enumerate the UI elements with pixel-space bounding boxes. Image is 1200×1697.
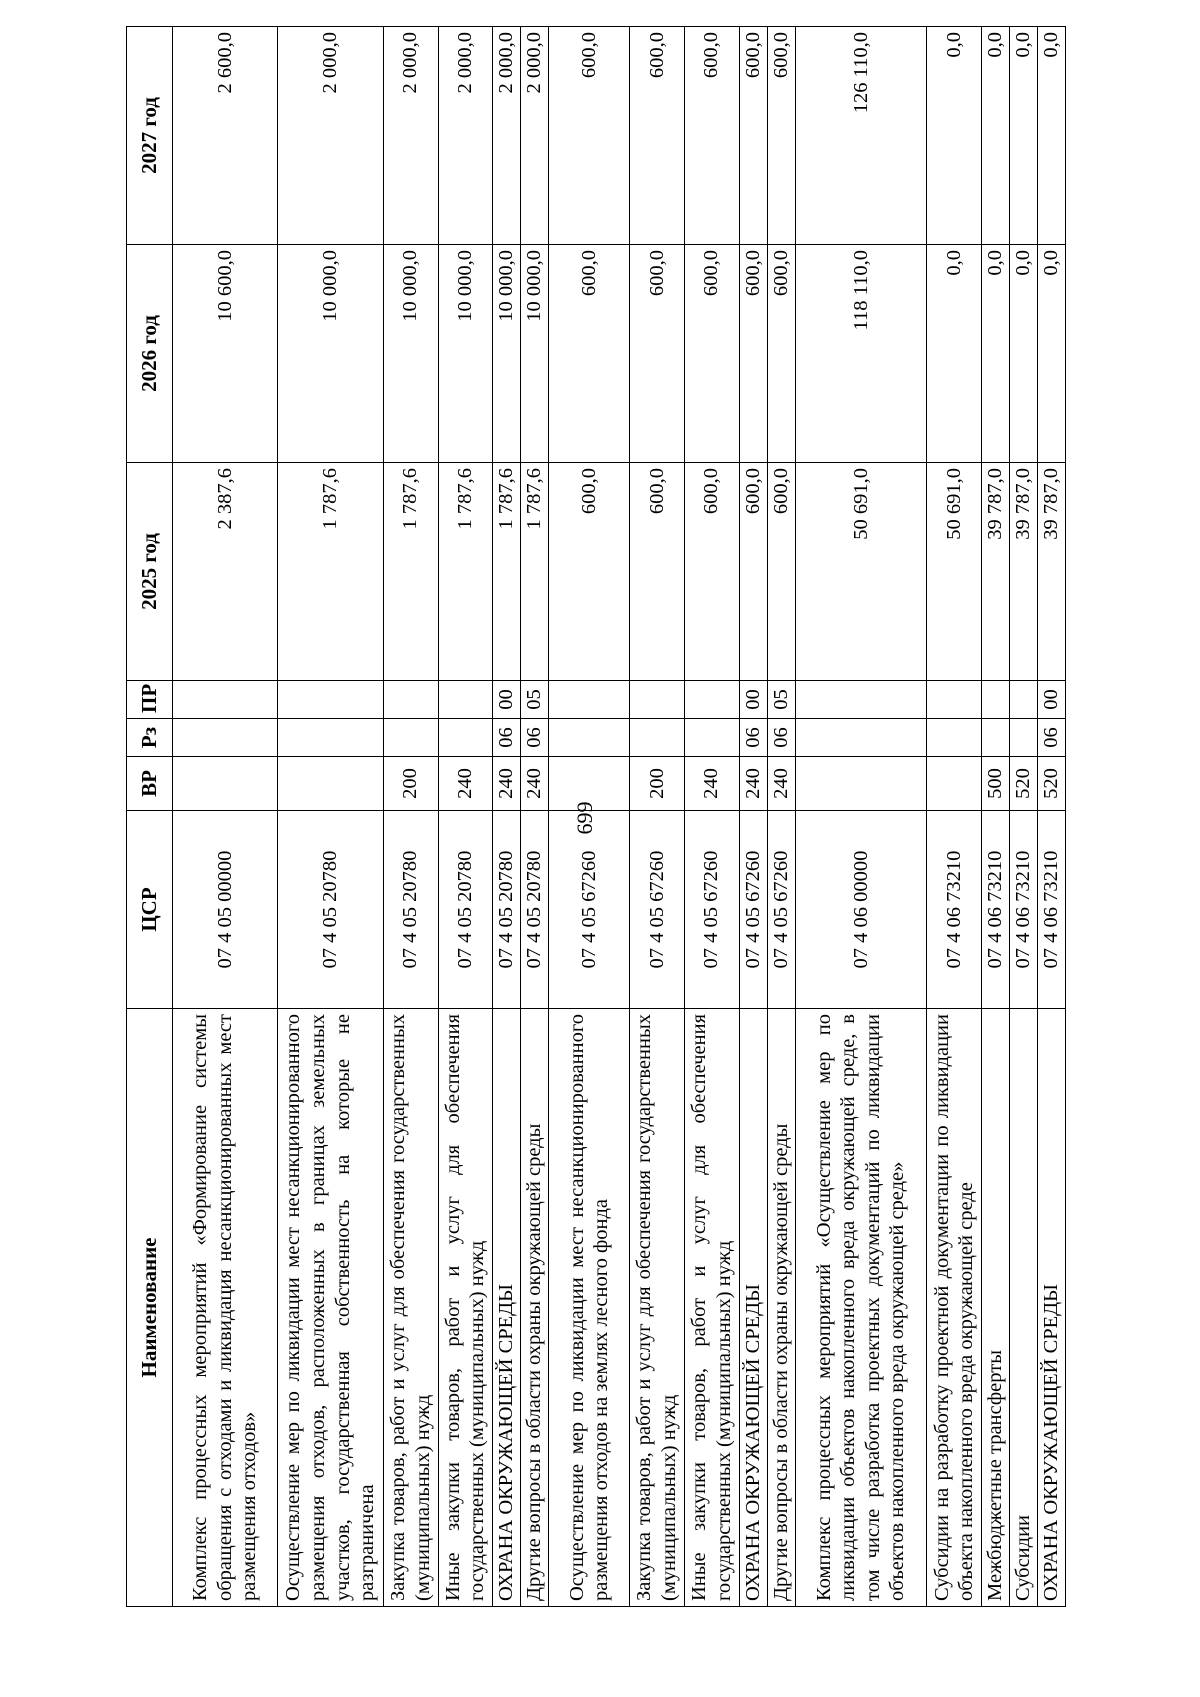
row-name: Другие вопросы в области охраны окружающей среды <box>767 1009 795 1607</box>
row-2026: 0,0 <box>927 245 982 463</box>
row-name: Осуществление мер по ликвидации мест несанкционированного размещения отходов, расположенных в границах земельных участков, государственная собственность на которые не разграничена <box>278 1009 383 1607</box>
row-2025: 39 787,0 <box>1037 463 1065 681</box>
row-2025: 1 787,6 <box>383 463 438 681</box>
row-2027: 600,0 <box>739 27 767 245</box>
row-2026: 600,0 <box>630 245 685 463</box>
row-rz <box>630 719 685 757</box>
row-vr: 520 <box>1009 757 1037 811</box>
header-vr: ВР <box>127 757 173 811</box>
row-vr: 240 <box>739 757 767 811</box>
header-pr: ПР <box>127 681 173 719</box>
row-pr: 05 <box>521 681 549 719</box>
rotated-table-container <box>126 27 1066 1607</box>
row-2027: 0,0 <box>1037 27 1065 245</box>
row-vr <box>927 757 982 811</box>
row-2025: 2 387,6 <box>173 463 278 681</box>
row-csr: 07 4 05 67260 <box>739 811 767 1009</box>
row-csr: 07 4 05 20780 <box>278 811 383 1009</box>
row-name: Комплекс процессных мероприятий «Формирование системы обращения с отходами и ликвидация несанкционированных мест размещения отходов» <box>173 1009 278 1607</box>
row-pr: 00 <box>1037 681 1065 719</box>
row-csr: 07 4 06 00000 <box>795 811 927 1009</box>
header-2025: 2025 год <box>127 463 173 681</box>
row-rz: 06 <box>1037 719 1065 757</box>
row-csr: 07 4 05 20780 <box>438 811 493 1009</box>
table-row <box>630 27 685 1607</box>
row-2025: 39 787,0 <box>981 463 1009 681</box>
row-rz <box>981 719 1009 757</box>
row-vr: 240 <box>438 757 493 811</box>
row-2027: 0,0 <box>981 27 1009 245</box>
row-pr: 00 <box>739 681 767 719</box>
row-2025: 600,0 <box>739 463 767 681</box>
row-vr: 200 <box>630 757 685 811</box>
row-2025: 39 787,0 <box>1009 463 1037 681</box>
row-2025: 50 691,0 <box>927 463 982 681</box>
row-2026: 0,0 <box>1037 245 1065 463</box>
row-2026: 10 000,0 <box>383 245 438 463</box>
row-name: Осуществление мер по ликвидации мест несанкционированного размещения отходов на землях лесного фонда <box>549 1009 630 1607</box>
row-name: Комплекс процессных мероприятий «Осуществление мер по ликвидации объектов накопленного вреда окружающей среде, в том числе разработка проектных документаций по ликвидации объектов накопленного вреда окружающей среде» <box>795 1009 927 1607</box>
table-row <box>795 27 927 1607</box>
row-pr <box>438 681 493 719</box>
row-vr: 500 <box>981 757 1009 811</box>
row-rz: 06 <box>739 719 767 757</box>
row-2025: 600,0 <box>684 463 739 681</box>
row-2026: 600,0 <box>739 245 767 463</box>
row-pr <box>1009 681 1037 719</box>
row-name: ОХРАНА ОКРУЖАЮЩЕЙ СРЕДЫ <box>493 1009 521 1607</box>
row-2027: 0,0 <box>927 27 982 245</box>
row-name: Закупка товаров, работ и услуг для обеспечения государственных (муниципальных) нужд <box>383 1009 438 1607</box>
row-pr <box>173 681 278 719</box>
table-row <box>684 27 739 1607</box>
header-name: Наименование <box>127 1009 173 1607</box>
row-rz <box>549 719 630 757</box>
row-2027: 2 000,0 <box>493 27 521 245</box>
row-2027: 126 110,0 <box>795 27 927 245</box>
table-row <box>438 27 493 1607</box>
row-name: Иные закупки товаров, работ и услуг для обеспечения государственных (муниципальных) нужд <box>684 1009 739 1607</box>
table-row <box>383 27 438 1607</box>
row-2025: 1 787,6 <box>521 463 549 681</box>
row-vr: 240 <box>521 757 549 811</box>
row-csr: 07 4 05 20780 <box>493 811 521 1009</box>
table-row <box>521 27 549 1607</box>
page-number: 699 <box>572 801 597 835</box>
budget-table <box>126 26 1066 1607</box>
row-2026: 600,0 <box>767 245 795 463</box>
row-pr <box>795 681 927 719</box>
row-rz: 06 <box>493 719 521 757</box>
row-csr: 07 4 05 20780 <box>383 811 438 1009</box>
row-2026: 10 000,0 <box>278 245 383 463</box>
row-csr: 07 4 06 73210 <box>1009 811 1037 1009</box>
row-vr: 200 <box>383 757 438 811</box>
row-rz <box>278 719 383 757</box>
row-2026: 10 000,0 <box>438 245 493 463</box>
header-2027: 2027 год <box>127 27 173 245</box>
row-rz <box>1009 719 1037 757</box>
row-name: Субсидии <box>1009 1009 1037 1607</box>
row-rz <box>383 719 438 757</box>
row-2027: 600,0 <box>549 27 630 245</box>
row-2026: 10 000,0 <box>521 245 549 463</box>
row-2025: 1 787,6 <box>278 463 383 681</box>
row-2027: 2 600,0 <box>173 27 278 245</box>
row-2026: 10 600,0 <box>173 245 278 463</box>
row-csr: 07 4 05 67260 <box>684 811 739 1009</box>
row-2025: 600,0 <box>630 463 685 681</box>
row-2027: 0,0 <box>1009 27 1037 245</box>
row-name: Межбюджетные трансферты <box>981 1009 1009 1607</box>
row-2025: 600,0 <box>549 463 630 681</box>
row-2026: 600,0 <box>549 245 630 463</box>
row-name: Иные закупки товаров, работ и услуг для обеспечения государственных (муниципальных) нужд <box>438 1009 493 1607</box>
row-2026: 600,0 <box>684 245 739 463</box>
row-vr <box>549 757 630 811</box>
header-2026: 2026 год <box>127 245 173 463</box>
row-pr <box>383 681 438 719</box>
row-2027: 2 000,0 <box>383 27 438 245</box>
row-rz <box>795 719 927 757</box>
table-row <box>278 27 383 1607</box>
row-csr: 07 4 05 67260 <box>630 811 685 1009</box>
row-2025: 1 787,6 <box>438 463 493 681</box>
row-vr: 520 <box>1037 757 1065 811</box>
row-2025: 1 787,6 <box>493 463 521 681</box>
row-2025: 600,0 <box>767 463 795 681</box>
row-vr: 240 <box>767 757 795 811</box>
row-pr <box>981 681 1009 719</box>
table-header-row <box>127 27 173 1607</box>
table-row <box>767 27 795 1607</box>
row-pr: 00 <box>493 681 521 719</box>
row-2025: 50 691,0 <box>795 463 927 681</box>
row-rz: 06 <box>767 719 795 757</box>
row-rz: 06 <box>521 719 549 757</box>
row-csr: 07 4 06 73210 <box>981 811 1009 1009</box>
row-pr <box>927 681 982 719</box>
row-csr: 07 4 06 73210 <box>927 811 982 1009</box>
table-row <box>549 27 630 1607</box>
row-2026: 0,0 <box>1009 245 1037 463</box>
row-2027: 600,0 <box>767 27 795 245</box>
row-vr <box>795 757 927 811</box>
row-csr: 07 4 06 73210 <box>1037 811 1065 1009</box>
row-rz <box>927 719 982 757</box>
row-rz <box>438 719 493 757</box>
row-2026: 0,0 <box>981 245 1009 463</box>
table-row <box>493 27 521 1607</box>
row-2027: 600,0 <box>684 27 739 245</box>
row-csr: 07 4 05 00000 <box>173 811 278 1009</box>
row-2026: 118 110,0 <box>795 245 927 463</box>
table-row <box>927 27 982 1607</box>
table-row <box>173 27 278 1607</box>
table-row <box>1037 27 1065 1607</box>
row-2027: 600,0 <box>630 27 685 245</box>
row-csr: 07 4 05 67260 <box>549 811 630 1009</box>
header-csr: ЦСР <box>127 811 173 1009</box>
row-name: Другие вопросы в области охраны окружающей среды <box>521 1009 549 1607</box>
row-2027: 2 000,0 <box>278 27 383 245</box>
row-name: Субсидии на разработку проектной документации по ликвидации объекта накопленного вреда окружающей среде <box>927 1009 982 1607</box>
row-name: ОХРАНА ОКРУЖАЮЩЕЙ СРЕДЫ <box>1037 1009 1065 1607</box>
row-pr <box>630 681 685 719</box>
row-2027: 2 000,0 <box>438 27 493 245</box>
row-csr: 07 4 05 20780 <box>521 811 549 1009</box>
row-vr <box>278 757 383 811</box>
row-pr: 05 <box>767 681 795 719</box>
table-row <box>739 27 767 1607</box>
row-vr <box>173 757 278 811</box>
row-rz <box>684 719 739 757</box>
row-name: Закупка товаров, работ и услуг для обеспечения государственных (муниципальных) нужд <box>630 1009 685 1607</box>
row-pr <box>684 681 739 719</box>
row-csr: 07 4 05 67260 <box>767 811 795 1009</box>
row-pr <box>549 681 630 719</box>
table-row <box>1009 27 1037 1607</box>
row-2027: 2 000,0 <box>521 27 549 245</box>
table-row <box>981 27 1009 1607</box>
row-pr <box>278 681 383 719</box>
row-rz <box>173 719 278 757</box>
row-name: ОХРАНА ОКРУЖАЮЩЕЙ СРЕДЫ <box>739 1009 767 1607</box>
row-vr: 240 <box>493 757 521 811</box>
header-rz: Рз <box>127 719 173 757</box>
row-vr: 240 <box>684 757 739 811</box>
row-2026: 10 000,0 <box>493 245 521 463</box>
